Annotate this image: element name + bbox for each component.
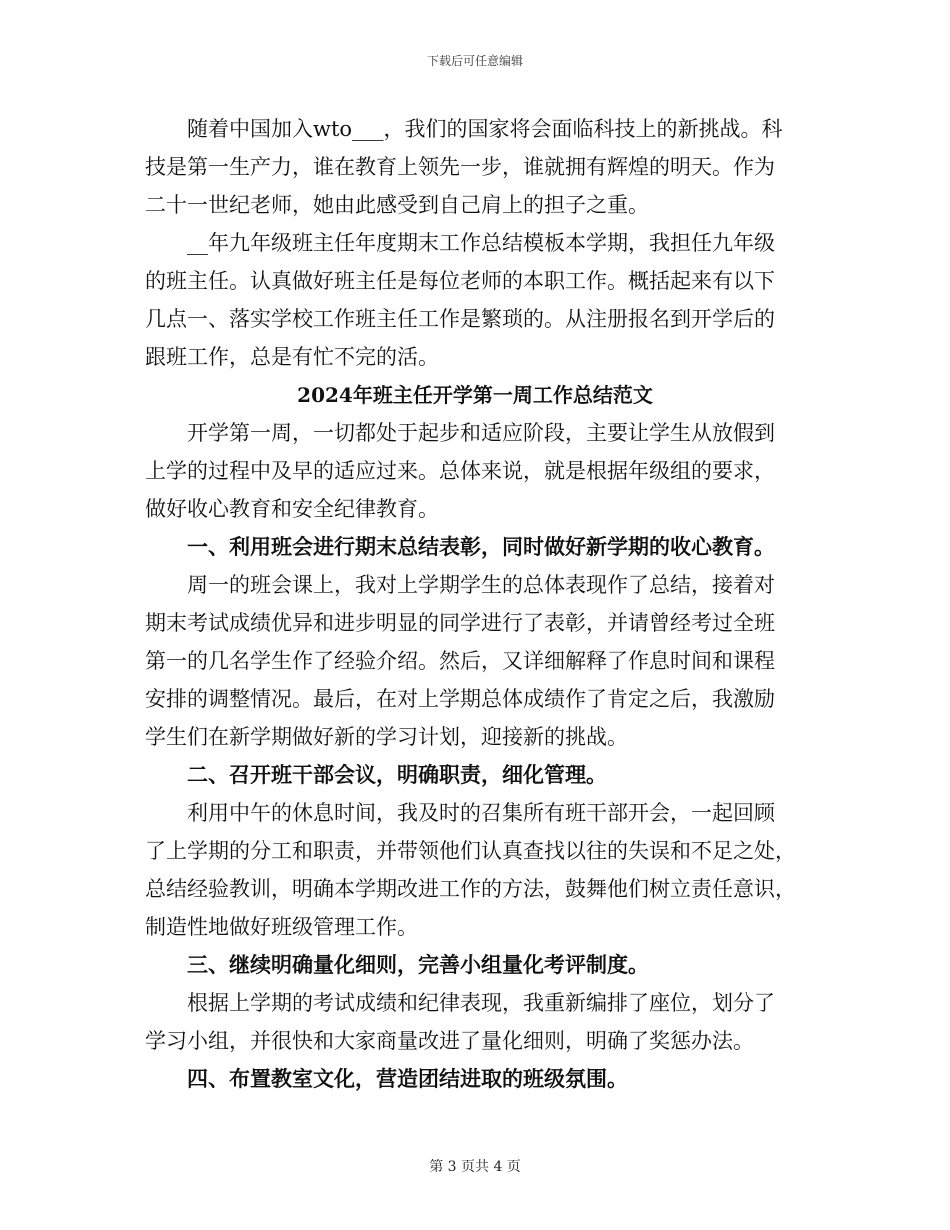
paragraph-line: 第一的几名学生作了经验介绍。然后，又详细解释了作息时间和课程 — [145, 649, 775, 673]
document-body — [145, 110, 805, 1098]
page-header: 下载后可任意编辑 — [426, 54, 523, 68]
paragraph-line: 做好收心教育和安全纪律教育。 — [145, 497, 439, 521]
paragraph-line: 跟班工作，总是有忙不完的活。 — [145, 345, 439, 369]
paragraph-line: 学习小组，并很快和大家商量改进了量化细则，明确了奖惩办法。 — [145, 1029, 754, 1053]
paragraph-line: 期末考试成绩优异和进步明显的同学进行了表彰，并请曾经考过全班 — [145, 611, 775, 635]
section-heading: 四、布置教室文化，营造团结进取的班级氛围。 — [187, 1066, 628, 1091]
paragraph-line: 的班主任。认真做好班主任是每位老师的本职工作。概括起来有以下 — [145, 269, 775, 293]
paragraph-line: 上学的过程中及早的适应过来。总体来说，就是根据年级组的要求， — [145, 459, 775, 483]
paragraph-line: 制造性地做好班级管理工作。 — [145, 915, 418, 939]
paragraph-line: 随着中国加入wto___，我们的国家将会面临科技上的新挑战。科 — [187, 117, 783, 141]
section-heading: 三、继续明确量化细则，完善小组量化考评制度。 — [187, 952, 649, 977]
paragraph-line: __年九年级班主任年度期末工作总结模板本学期，我担任九年级 — [187, 231, 775, 255]
section-title: 2024年班主任开学第一周工作总结范文 — [297, 383, 653, 407]
paragraph-line: 开学第一周，一切都处于起步和适应阶段，主要让学生从放假到 — [187, 421, 775, 445]
page-footer: 第 3 页共 4 页 — [429, 1159, 521, 1175]
paragraph-line: 根据上学期的考试成绩和纪律表现，我重新编排了座位，划分了 — [187, 991, 775, 1015]
paragraph-line: 周一的班会课上，我对上学期学生的总体表现作了总结，接着对 — [187, 573, 775, 597]
paragraph-line: 利用中午的休息时间，我及时的召集所有班干部开会，一起回顾 — [187, 801, 775, 825]
section-heading: 二、召开班干部会议，明确职责，细化管理。 — [187, 762, 607, 787]
paragraph-line: 总结经验教训，明确本学期改进工作的方法，鼓舞他们树立责任意识， — [145, 877, 796, 901]
section-heading: 一、利用班会进行期末总结表彰，同时做好新学期的收心教育。 — [187, 534, 775, 559]
paragraph-line: 了上学期的分工和职责，并带领他们认真查找以往的失误和不足之处， — [145, 839, 796, 863]
paragraph-line: 学生们在新学期做好新的学习计划，迎接新的挑战。 — [145, 725, 628, 749]
paragraph-line: 二十一世纪老师，她由此感受到自己肩上的担子之重。 — [145, 193, 649, 217]
paragraph-line: 几点一、落实学校工作班主任工作是繁琐的。从注册报名到开学后的 — [145, 307, 775, 331]
paragraph-line: 安排的调整情况。最后，在对上学期总体成绩作了肯定之后，我激励 — [145, 687, 775, 711]
paragraph-line: 技是第一生产力，谁在教育上领先一步，谁就拥有辉煌的明天。作为 — [145, 155, 775, 179]
